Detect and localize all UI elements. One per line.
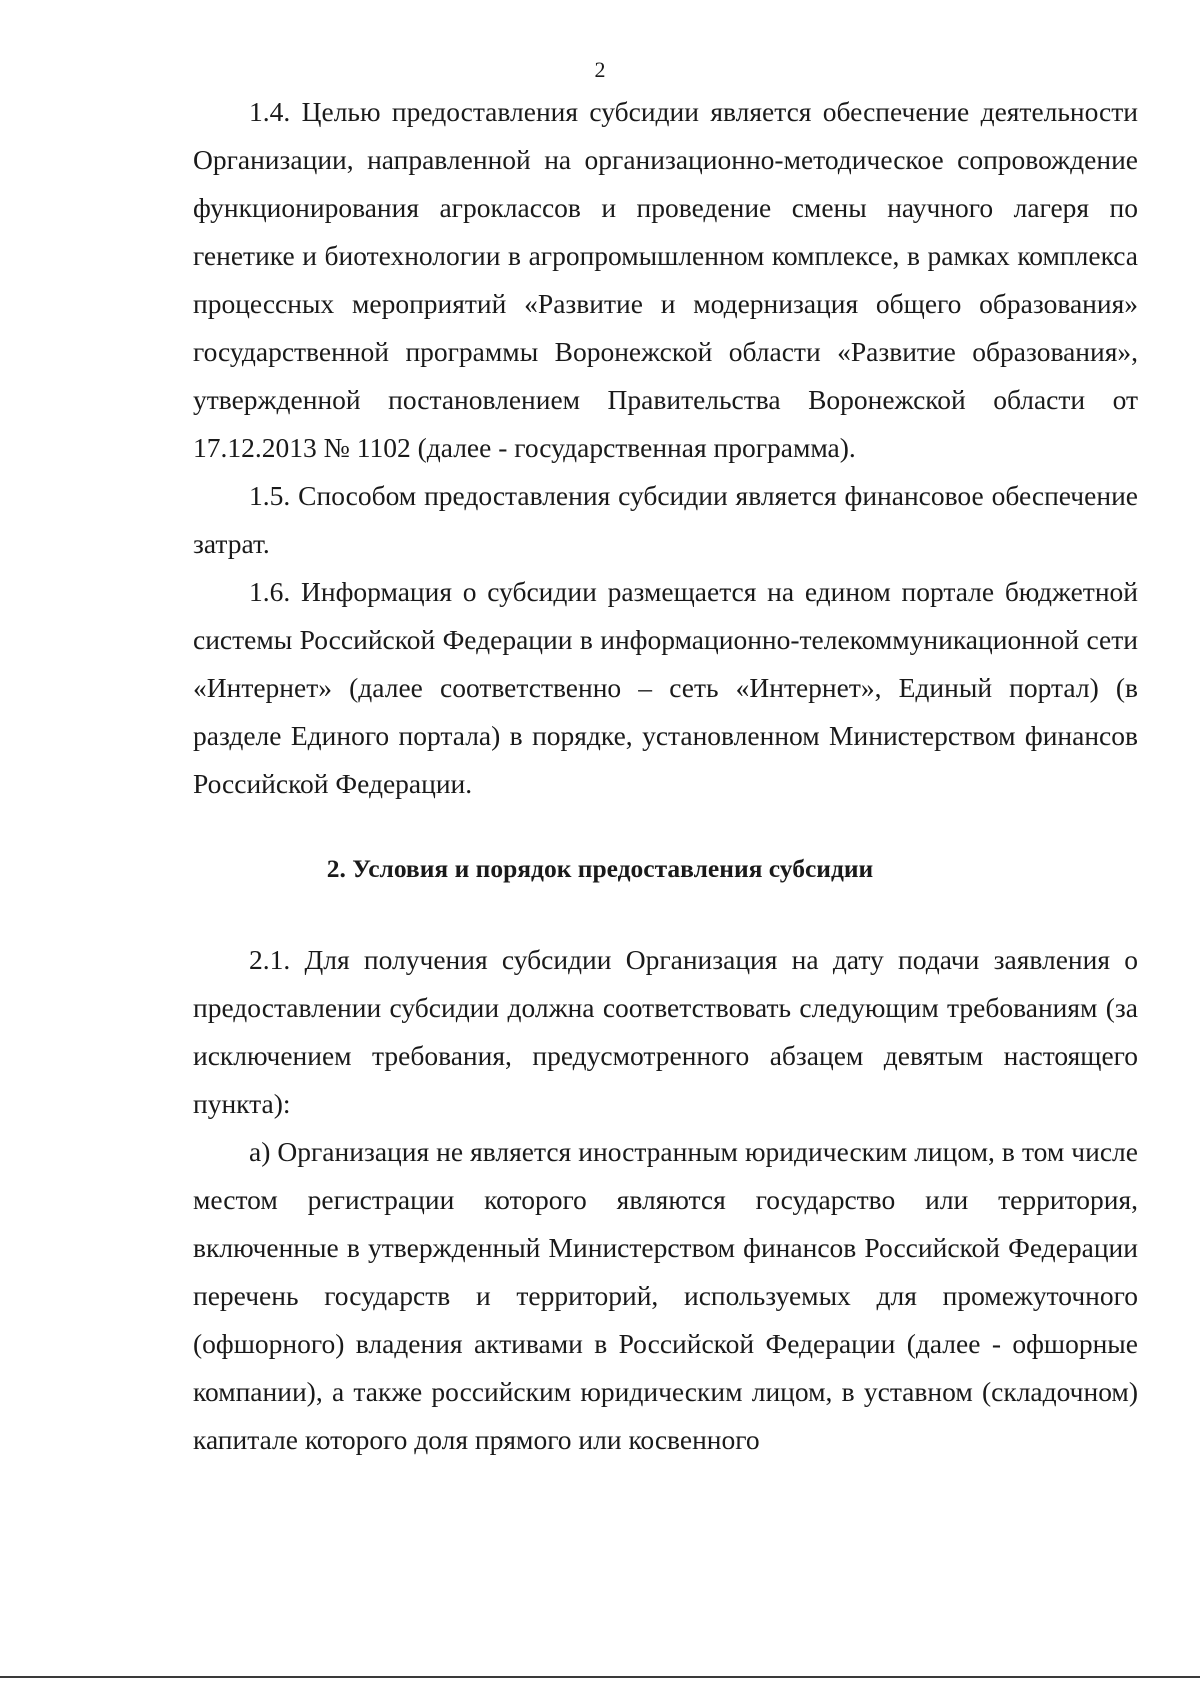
paragraph-2-1-a: а) Организация не является иностранным юридическим лицом, в том числе местом регистрации которого являются государство или территория, включенные в утвержденный Министерством финансов Российской Федерации перечень государств и территорий, используемых для промежуточного (офшорного) владения активами в Российской Федерации (далее - офшорные компании), а также российским юридическим лицом, в уставном (складочном) капитале которого доля прямого или косвенного [193, 1136, 1138, 1455]
section-1-body [193, 88, 1138, 808]
page-bottom-border [0, 1676, 1200, 1678]
paragraph-1-6: 1.6. Информация о субсидии размещается на едином портале бюджетной системы Российской Федерации в информационно-телекоммуникационной сети «Интернет» (далее соответственно – сеть «Интернет», Единый портал) (в разделе Единого портала) в порядке, установленном Министерством финансов Российской Федерации. [193, 576, 1138, 799]
page-number: 2 [594, 57, 606, 82]
paragraph-1-4: 1.4. Целью предоставления субсидии является обеспечение деятельности Организации, направленной на организационно-методическое сопровождение функционирования агроклассов и проведение смены научного лагеря по генетике и биотехнологии в агропромышленном комплексе, в рамках комплекса процессных мероприятий «Развитие и модернизация общего образования» государственной программы Воронежской области «Развитие образования», утвержденной постановлением Правительства Воронежской области от 17.12.2013 № 1102 (далее - государственная программа). [193, 96, 1138, 463]
paragraph-1-5: 1.5. Способом предоставления субсидии является финансовое обеспечение затрат. [193, 480, 1138, 559]
section-2-heading: 2. Условия и порядок предоставления субсидии [326, 854, 874, 883]
paragraph-2-1: 2.1. Для получения субсидии Организация на дату подачи заявления о предоставлении субсидии должна соответствовать следующим требованиям (за исключением требования, предусмотренного абзацем девятым настоящего пункта): [193, 944, 1138, 1119]
section-2-body [193, 936, 1138, 1464]
